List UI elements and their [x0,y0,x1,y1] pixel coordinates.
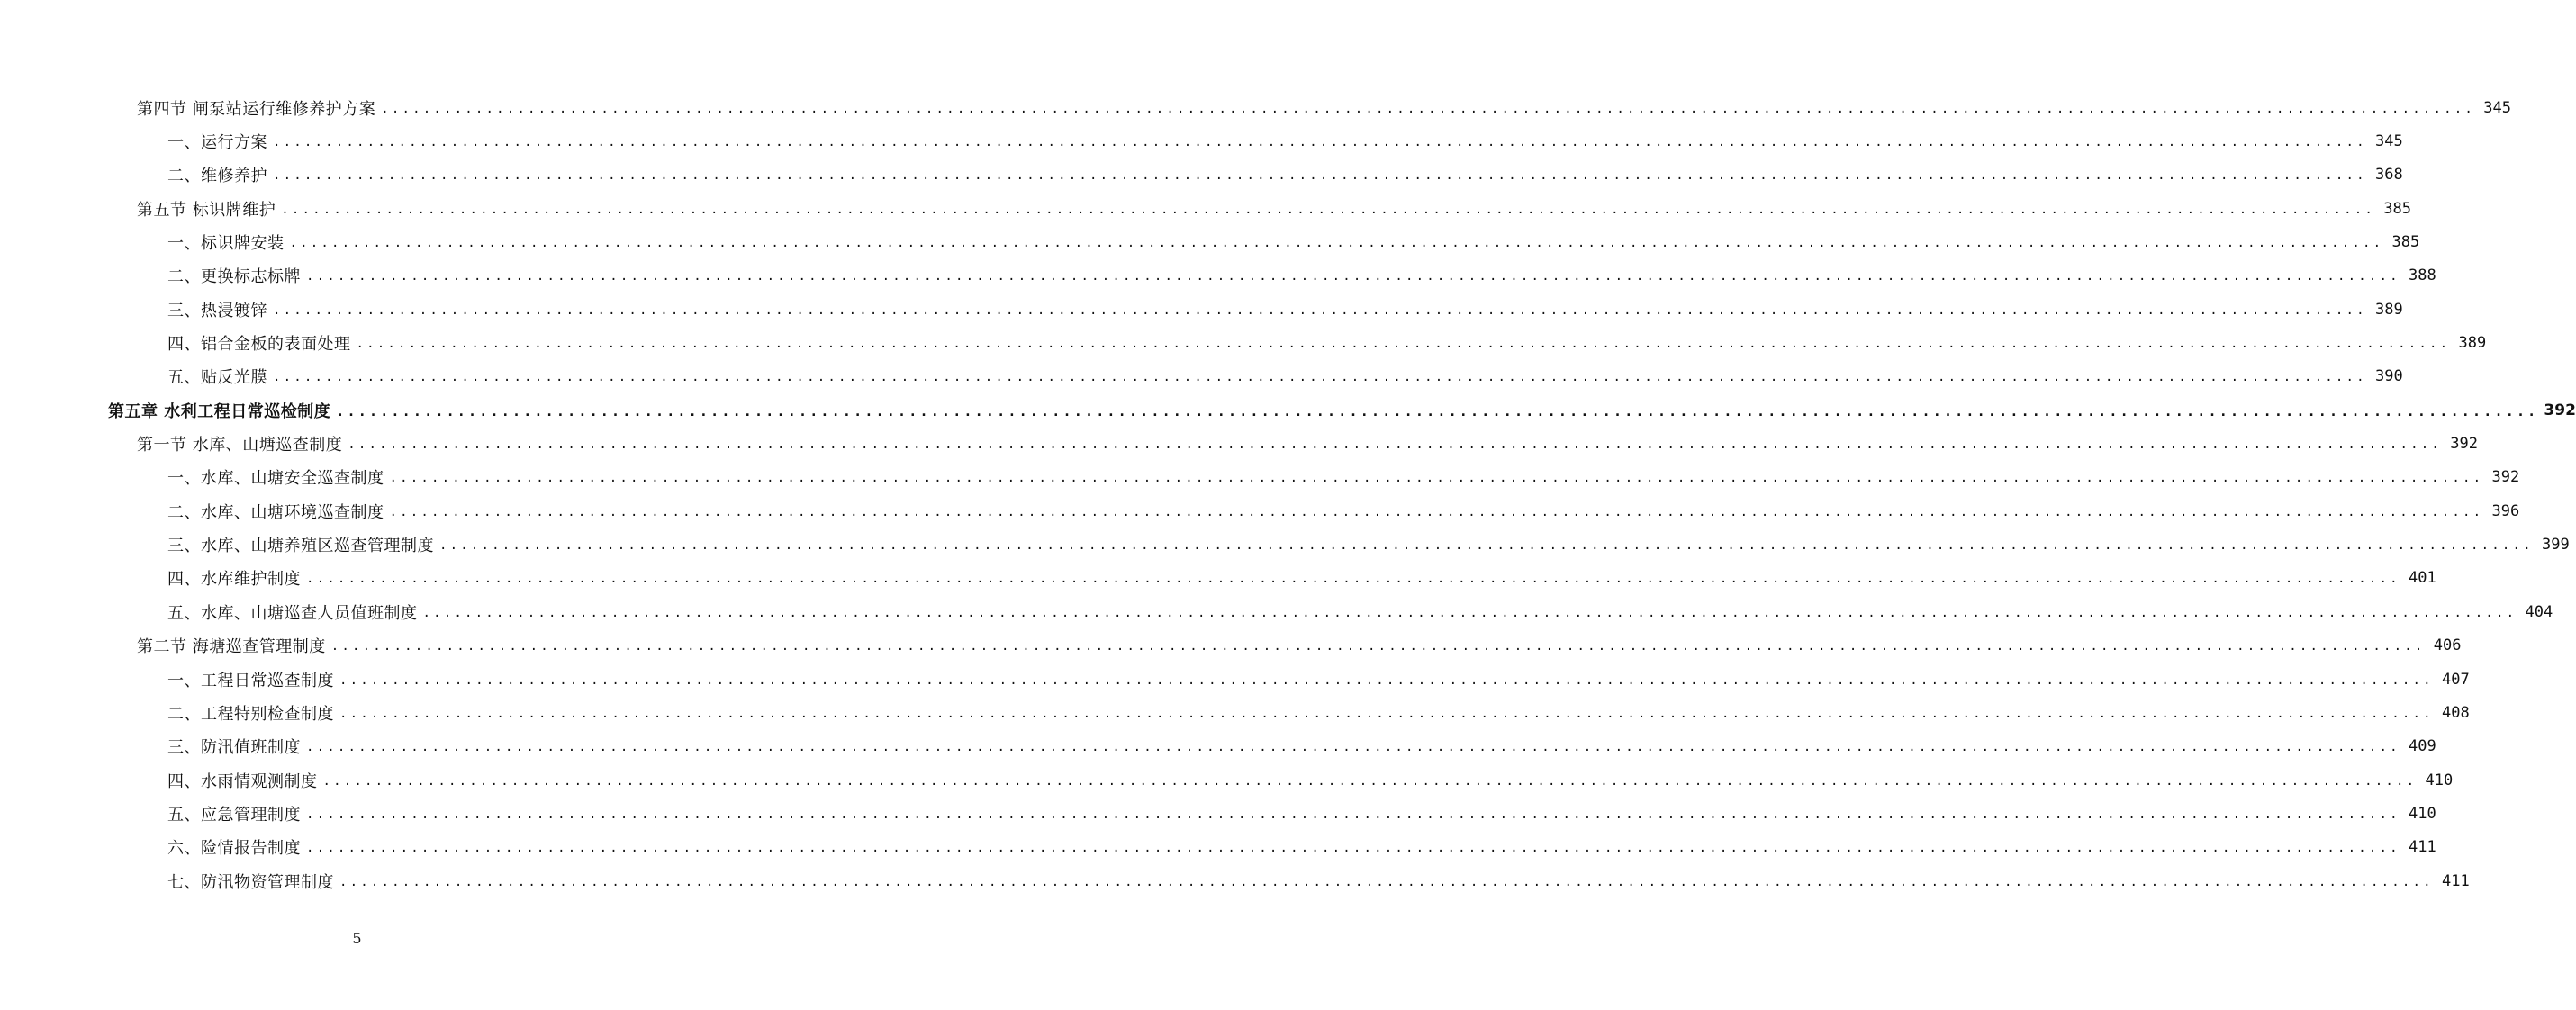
dot-leader: ........................................................................................................................................................................................................ [306,269,2400,284]
toc-entry-label: 一、运行方案 [167,133,267,153]
dot-leader: ........................................................................................................................................................................................................ [273,302,2367,318]
toc-entry-chapter[interactable] [0,393,2576,427]
toc-entry-page-number: 404 [2525,602,2553,621]
toc-entry-item[interactable] [0,864,2470,897]
dot-leader: ........................................................................................................................................................................................................ [273,370,2367,385]
toc-entry-item[interactable] [0,595,2553,628]
toc-entry-page-number: 406 [2433,636,2462,655]
toc-entry-item[interactable] [0,360,2403,393]
toc-entry-label: 六、险情报告制度 [167,839,301,859]
toc-entry-page-number: 392 [2544,401,2576,419]
toc-entry-item[interactable] [0,461,2520,494]
table-of-contents [0,91,2576,897]
toc-entry-label: 第二节 海塘巡查管理制度 [137,637,326,657]
toc-entry-label: 五、应急管理制度 [167,805,301,825]
toc-entry-page-number: 388 [2409,266,2436,285]
toc-entry-section[interactable] [0,629,2462,663]
toc-entry-label: 一、标识牌安装 [167,234,285,254]
toc-entry-page-number: 392 [2491,468,2520,487]
dot-leader: ........................................................................................................................................................................................................ [281,202,2375,217]
toc-entry-label: 七、防汛物资管理制度 [167,872,334,892]
dot-leader: ........................................................................................................................................................................................................ [306,841,2400,856]
dot-leader: ........................................................................................................................................................................................................ [273,168,2367,184]
toc-entry-item[interactable] [0,124,2403,158]
dot-leader: ........................................................................................................................................................................................................ [356,337,2451,352]
toc-entry-page-number: 408 [2442,703,2470,722]
toc-entry-label: 二、更换标志标牌 [167,267,301,287]
toc-entry-item[interactable] [0,562,2436,595]
toc-entry-item[interactable] [0,225,2420,258]
toc-entry-section[interactable] [0,427,2478,460]
toc-entry-page-number: 390 [2375,367,2403,386]
toc-entry-label: 第五章 水利工程日常巡检制度 [108,401,331,421]
dot-leader: ........................................................................................................................................................................................................ [348,437,2442,453]
toc-entry-item[interactable] [0,730,2436,763]
dot-leader: ........................................................................................................................................................................................................ [339,672,2434,688]
toc-entry-label: 五、贴反光膜 [167,368,267,388]
toc-entry-label: 二、工程特别检查制度 [167,704,334,724]
toc-entry-page-number: 345 [2375,132,2403,151]
toc-entry-label: 一、工程日常巡查制度 [167,671,334,690]
page-number: 5 [352,930,362,947]
toc-entry-label: 二、水库、山塘环境巡查制度 [167,502,384,522]
toc-entry-item[interactable] [0,763,2454,797]
toc-entry-label: 三、热浸镀锌 [167,301,267,320]
toc-entry-page-number: 399 [2542,536,2570,555]
toc-entry-label: 四、水库维护制度 [167,570,301,590]
toc-entry-page-number: 411 [2442,871,2470,890]
dot-leader: ........................................................................................................................................................................................................ [306,807,2400,822]
toc-entry-item[interactable] [0,663,2470,696]
dot-leader: ........................................................................................................................................................................................................ [306,740,2400,755]
toc-entry-page-number: 345 [2483,98,2511,117]
dot-leader: ........................................................................................................................................................................................................ [439,538,2534,554]
dot-leader: ........................................................................................................................................................................................................ [322,773,2418,789]
dot-leader: ........................................................................................................................................................................................................ [389,504,2484,519]
toc-entry-label: 第五节 标识牌维护 [137,200,276,220]
dot-leader: ........................................................................................................................................................................................................ [330,639,2426,654]
toc-entry-page-number: 385 [2383,199,2411,218]
toc-entry-item[interactable] [0,494,2520,528]
toc-entry-label: 第四节 闸泵站运行维修养护方案 [137,99,376,119]
toc-entry-page-number: 411 [2409,838,2436,857]
toc-entry-section[interactable] [0,192,2411,225]
toc-entry-item[interactable] [0,831,2436,864]
dot-leader: ........................................................................................................................................................................................................ [339,706,2434,721]
dot-leader: ........................................................................................................................................................................................................ [389,471,2484,486]
dot-leader: ........................................................................................................................................................................................................ [273,135,2367,150]
toc-entry-label: 五、水库、山塘巡查人员值班制度 [167,603,418,623]
toc-entry-label: 一、水库、山塘安全巡查制度 [167,469,384,489]
toc-entry-item[interactable] [0,696,2470,729]
toc-entry-page-number: 368 [2375,166,2403,185]
toc-entry-item[interactable] [0,293,2403,326]
toc-entry-label: 第一节 水库、山塘巡查制度 [137,436,343,455]
toc-entry-item[interactable] [0,797,2436,830]
toc-entry-item[interactable] [0,158,2403,192]
dot-leader: ........................................................................................................................................................................................................ [289,236,2384,251]
dot-leader: ........................................................................................................................................................................................................ [339,874,2434,889]
toc-entry-page-number: 410 [2425,771,2454,789]
toc-entry-label: 三、水库、山塘养殖区巡查管理制度 [167,537,434,556]
toc-entry-label: 四、水雨情观测制度 [167,771,318,791]
toc-entry-page-number: 396 [2491,501,2520,520]
toc-entry-page-number: 385 [2391,233,2420,252]
toc-entry-page-number: 409 [2409,737,2436,756]
dot-leader: ........................................................................................................................................................................................................ [422,605,2517,620]
toc-entry-section[interactable] [0,91,2511,124]
dot-leader: ........................................................................................................................................................................................................ [306,572,2400,587]
toc-entry-label: 四、铝合金板的表面处理 [167,335,351,355]
toc-entry-item[interactable] [0,259,2436,293]
toc-entry-item[interactable] [0,528,2570,561]
toc-entry-label: 二、维修养护 [167,167,267,186]
toc-entry-page-number: 401 [2409,569,2436,588]
toc-entry-page-number: 392 [2450,435,2478,454]
dot-leader: ........................................................................................................................................................................................................ [381,101,2475,116]
dot-leader: ........................................................................................................................................................................................................ [336,402,2539,419]
toc-entry-page-number: 389 [2458,334,2487,353]
toc-entry-page-number: 410 [2409,804,2436,823]
toc-entry-page-number: 407 [2442,670,2470,689]
toc-entry-item[interactable] [0,326,2487,359]
toc-entry-page-number: 389 [2375,300,2403,319]
toc-entry-label: 三、防汛值班制度 [167,738,301,758]
